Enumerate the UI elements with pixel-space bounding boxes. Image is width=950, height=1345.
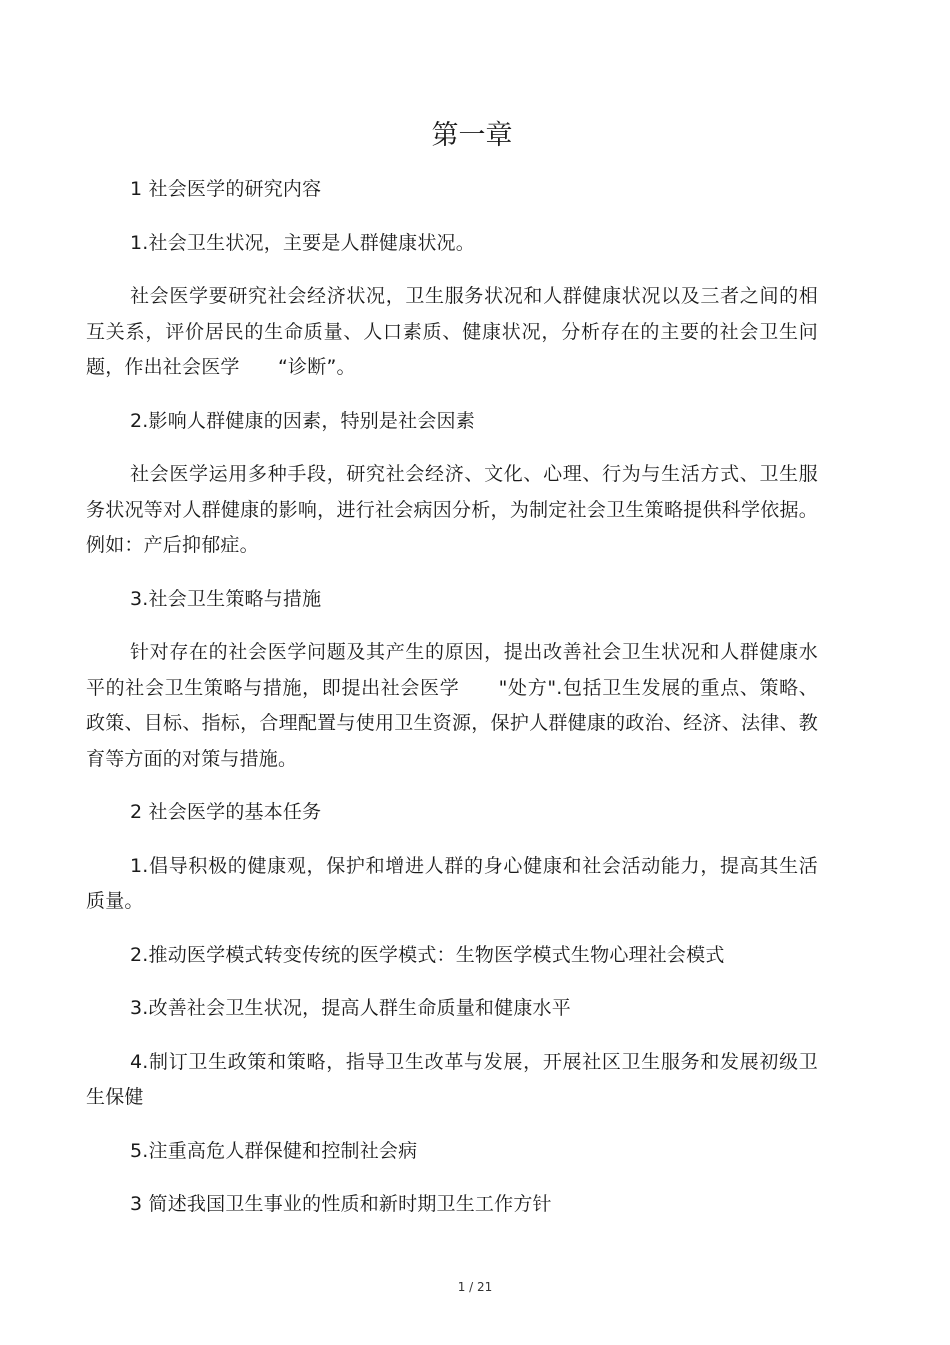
list-item: 5.注重高危人群保健和控制社会病 (130, 1139, 418, 1162)
chapter-title: 第一章 (431, 120, 513, 151)
list-item: 3.改善社会卫生状况，提高人群生命质量和健康水平 (130, 997, 571, 1019)
body-paragraph: 社会医学运用多种手段，研究社会经济、文化、心理、行为与生活方式、卫生服务状况等对人群健康的影响，进行社会病因分析，为制定社会卫生策略提供科学依据。例如：产后抑郁症。 (86, 463, 818, 556)
subsection-heading: 1.社会卫生状况，主要是人群健康状况。 (130, 231, 475, 254)
list-item: 2.推动医学模式转变传统的医学模式：生物医学模式生物心理社会模式 (130, 943, 725, 966)
section-heading-2: 2 社会医学的基本任务 (130, 801, 322, 823)
document-body (86, 172, 818, 1223)
page-indicator: 1 / 21 (457, 1280, 493, 1294)
body-paragraph: 针对存在的社会医学问题及其产生的原因，提出改善社会卫生状况和人群健康水平的社会卫生策略与措施，即提出社会医学 "处方".包括卫生发展的重点、策略、政策、目标、指标，合理配置与使用卫生资源，保护人群健康的政治、经济、法律、教育等方面的对策与措施。 (86, 641, 818, 770)
section-heading-1: 1 社会医学的研究内容 (130, 178, 322, 200)
list-item: 1.倡导积极的健康观，保护和增进人群的身心健康和社会活动能力，提高其生活质量。 (86, 854, 818, 912)
subsection-heading: 2.影响人群健康的因素，特别是社会因素 (130, 409, 475, 432)
body-paragraph: 社会医学要研究社会经济状况，卫生服务状况和人群健康状况以及三者之间的相互关系，评价居民的生命质量、人口素质、健康状况，分析存在的主要的社会卫生问题，作出社会医学 “诊断”。 (86, 285, 818, 378)
list-item: 4.制订卫生政策和策略，指导卫生改革与发展，开展社区卫生服务和发展初级卫生保健 (86, 1050, 818, 1108)
subsection-heading: 3.社会卫生策略与措施 (130, 587, 322, 610)
section-heading-3: 3 简述我国卫生事业的性质和新时期卫生工作方针 (130, 1193, 552, 1215)
